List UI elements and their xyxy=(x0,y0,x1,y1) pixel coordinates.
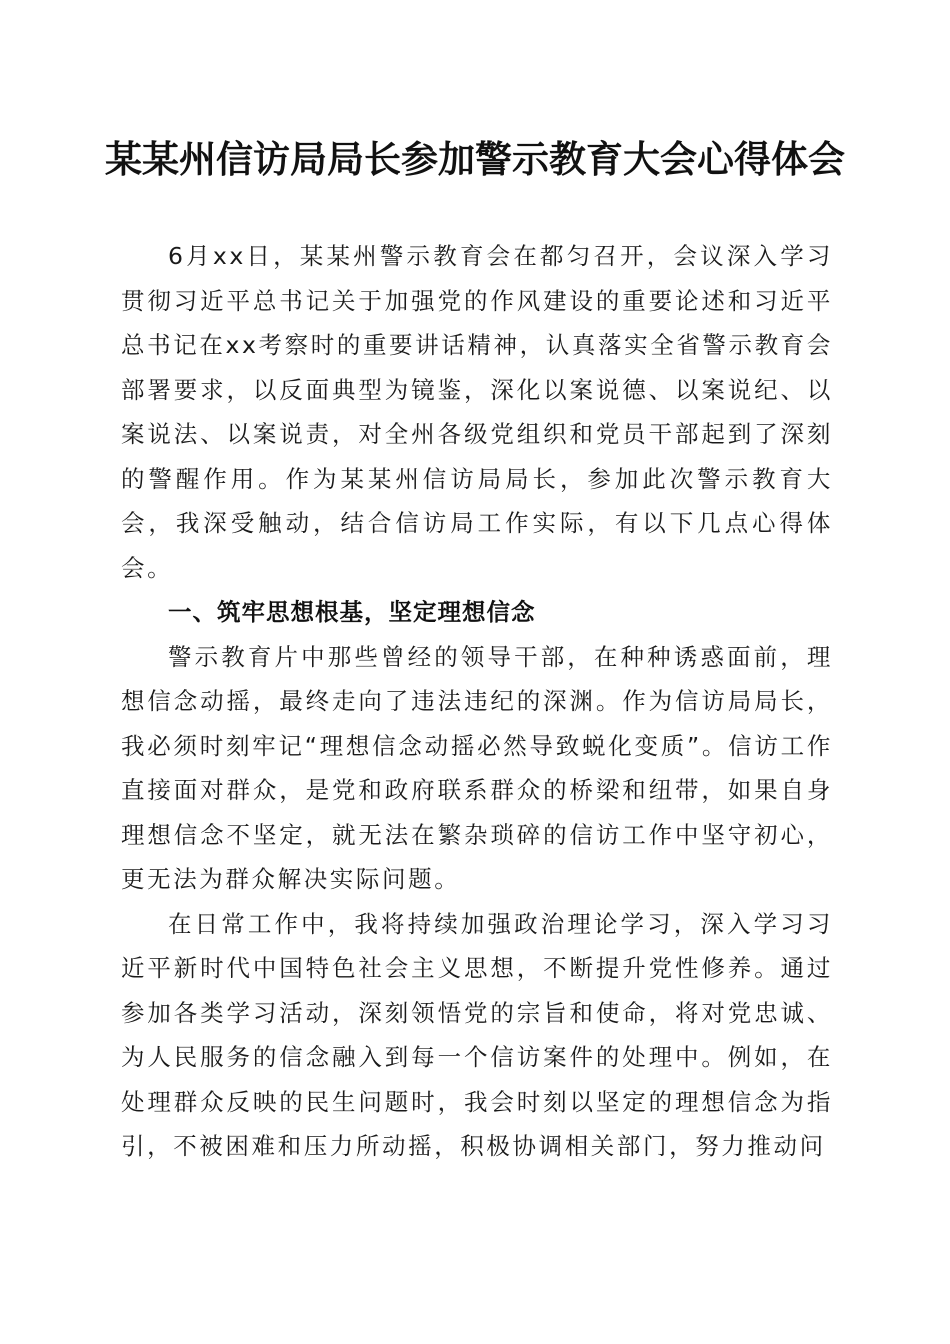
section-heading: 一、筑牢思想根基，坚定理想信念 xyxy=(168,598,536,626)
document-title: 某某州信访局局长参加警示教育大会心得体会 xyxy=(105,137,845,181)
intro-paragraph: 6月xx日，某某州警示教育会在都匀召开，会议深入学习贯彻习近平总书记关于加强党的作风建设的重要论述和习近平总书记在xx考察时的重要讲话精神，认真落实全省警示教育会部署要求，以反面典型为镜鉴，深化以案说德、以案说纪、以案说法、以案说责，对全州各级党组织和党员干部起到了深刻的警醒作用。作为某某州信访局局长，参加此次警示教育大会，我深受触动，结合信访局工作实际，有以下几点心得体会。 xyxy=(121,242,833,582)
document-body xyxy=(121,234,833,1169)
section-paragraph: 在日常工作中，我将持续加强政治理论学习，深入学习习近平新时代中国特色社会主义思想，不断提升党性修养。通过参加各类学习活动，深刻领悟党的宗旨和使命，将对党忠诚、为人民服务的信念融入到每一个信访案件的处理中。例如，在处理群众反映的民生问题时，我会时刻以坚定的理想信念为指引，不被困难和压力所动摇，积极协调相关部门，努力推动问 xyxy=(121,909,833,1160)
section-paragraph: 警示教育片中那些曾经的领导干部，在种种诱惑面前，理想信念动摇，最终走向了违法违纪的深渊。作为信访局局长，我必须时刻牢记“理想信念动摇必然导致蜕化变质”。信访工作直接面对群众，是党和政府联系群众的桥梁和纽带，如果自身理想信念不坚定，就无法在繁杂琐碎的信访工作中坚守初心，更无法为群众解决实际问题。 xyxy=(121,642,833,893)
